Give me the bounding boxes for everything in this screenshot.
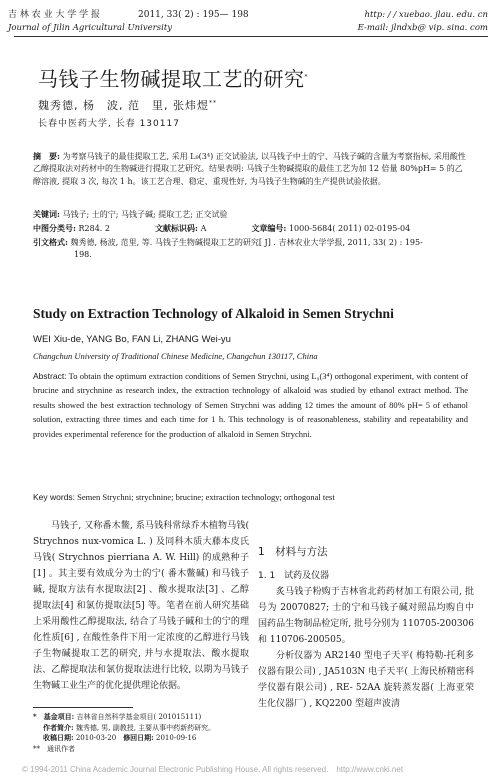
citation-format: 引文格式: 魏秀德, 杨波, 范里, 等. 马钱子生物碱提取工艺的研究[ J] . 吉林农业大学学报, 2011, 33( 2) : 195- 198.: [33, 237, 423, 260]
authors-cn: 魏秀德, 杨 波, 范 里, 张炜煜**: [38, 99, 217, 112]
section-heading: 1 材料与方法: [258, 546, 328, 558]
issue-info: 2011, 33( 2) : 195— 198: [138, 10, 249, 20]
abstract-cn: 摘 要: 为考察马钱子的最佳提取工艺, 采用 L₉(3⁴) 正交试验法, 以马钱子中士的宁、马钱子碱的含量为考察指标, 采用酸性乙醇提取法对药材中的生物碱进行提取工艺研究。结果表明: 马钱子生物碱提取的最佳工艺为加 12 倍量 80%pH= 5 的乙醇溶液, 提取 3 次, 每次 1 h。该工艺合理、稳定、重现性好, 为马钱子生物碱的生产提供试验依据。: [33, 151, 466, 186]
journal-name-cn: 吉 林 农 业 大 学 学 报: [8, 10, 101, 20]
intro-paragraph: 马钱子, 又称番木鳖, 系马钱科常绿乔木植物马钱( Strychnos nux-vomica L. ) 及同科木质大藤本皮氏马钱( Strychnos pierriana A. W. Hill) 的成熟种子[1] 。其主要有效成分为士的宁( 番木鳖碱) 和马钱子碱, 提取方法有水提取法[2] 、酸水提取法[3] 、乙醇提取法[4] 和氯仿提取法[5] 等。笔者在前人研究基础上采用酸性乙醇提取法, 结合了马钱子碱和士的宁的理化性质[6] , 在酸性条件下用一定浓度的乙醇进行马钱子生物碱提取工艺的研究, 并与水提取法、酸水提取法、乙醇提取法和氯仿提取法进行比较, 以期为马钱子生物碱工业生产的优化提供理论依据。: [33, 521, 249, 691]
keywords-en: Key words: Semen Strychni; strychnine; brucine; extraction technology; orthogonal test: [33, 492, 335, 502]
footnote-rule: [33, 707, 133, 708]
journal-name-en: Journal of Jilin Agricultural University: [8, 23, 173, 33]
footnotes: * 基金项目: 吉林省自然科学基金项目( 201015111) 作者简介: 魏秀德, 男, 副教授, 主要从事中药新药研究。 收稿日期: 2010-03-20 修回日期: 2010-09-16 ** 通讯作者: [33, 712, 216, 753]
header-rule: [14, 36, 488, 37]
article-title-en: Study on Extraction Technology of Alkaloid in Semen Strychni: [33, 306, 394, 321]
article-title-cn: 马钱子生物碱提取工艺的研究*: [38, 67, 308, 91]
subsection-heading: 1. 1 试药及仪器: [258, 571, 330, 581]
keywords-cn: 关键词: 马钱子; 士的宁; 马钱子碱; 提取工艺; 正交试验: [33, 209, 228, 219]
journal-url[interactable]: http: / / xuebao. jlau. edu. cn: [364, 10, 488, 20]
abstract-en: Abstract: To obtain the optimum extraction conditions of Semen Strychni, using L₉(3⁴) orthogonal experiment, with content of brucine and strychnine as research index, the extraction technology of alkaloid was studied by ethanol extract method. The results showed the best extraction technology of Semen Strychni was adding 12 times the amount of 80% pH= 5 of ethanol solution, extracting three times and each time for 1 h. This technology is of reasonableness, stability and repeatability and provides experimental reference for the production of alkaloid in Semen Strychni.: [33, 371, 468, 439]
affiliation-en: Changchun University of Traditional Chinese Medicine, Changchun 130117, China: [33, 351, 318, 361]
authors-en: WEI Xiu-de, YANG Bo, FAN Li, ZHANG Wei-yu: [33, 334, 231, 345]
classification-line: 中图分类号: R284. 2 文献标识码: A 文章编号: 1000-5684( 2011) 02-0195-04: [33, 223, 411, 233]
materials-paragraph: 炙马钱子粉购于吉林省北药药材加工有限公司, 批号为 20070827; 士的宁和马钱子碱对照品均购自中国药品生物制品检定所, 批号分别为 110705-200306 和 110706-200505。: [258, 587, 474, 645]
journal-email[interactable]: E-mail: jlndxb@ vip. sina. com: [357, 23, 488, 33]
affiliation-cn: 长春中医药大学, 长春 130117: [38, 119, 180, 129]
instruments-paragraph: 分析仪器为 AR2140 型电子天平( 梅特勒-托利多仪器有限公司) , JA5103N 电子天平( 上海民桥精密科学仪器有限公司) , RE- 52AA 旋转蒸发器( 上海亚荣生化仪器厂) , KQ2200 型超声波清: [258, 651, 474, 709]
methods-column: [258, 518, 474, 712]
